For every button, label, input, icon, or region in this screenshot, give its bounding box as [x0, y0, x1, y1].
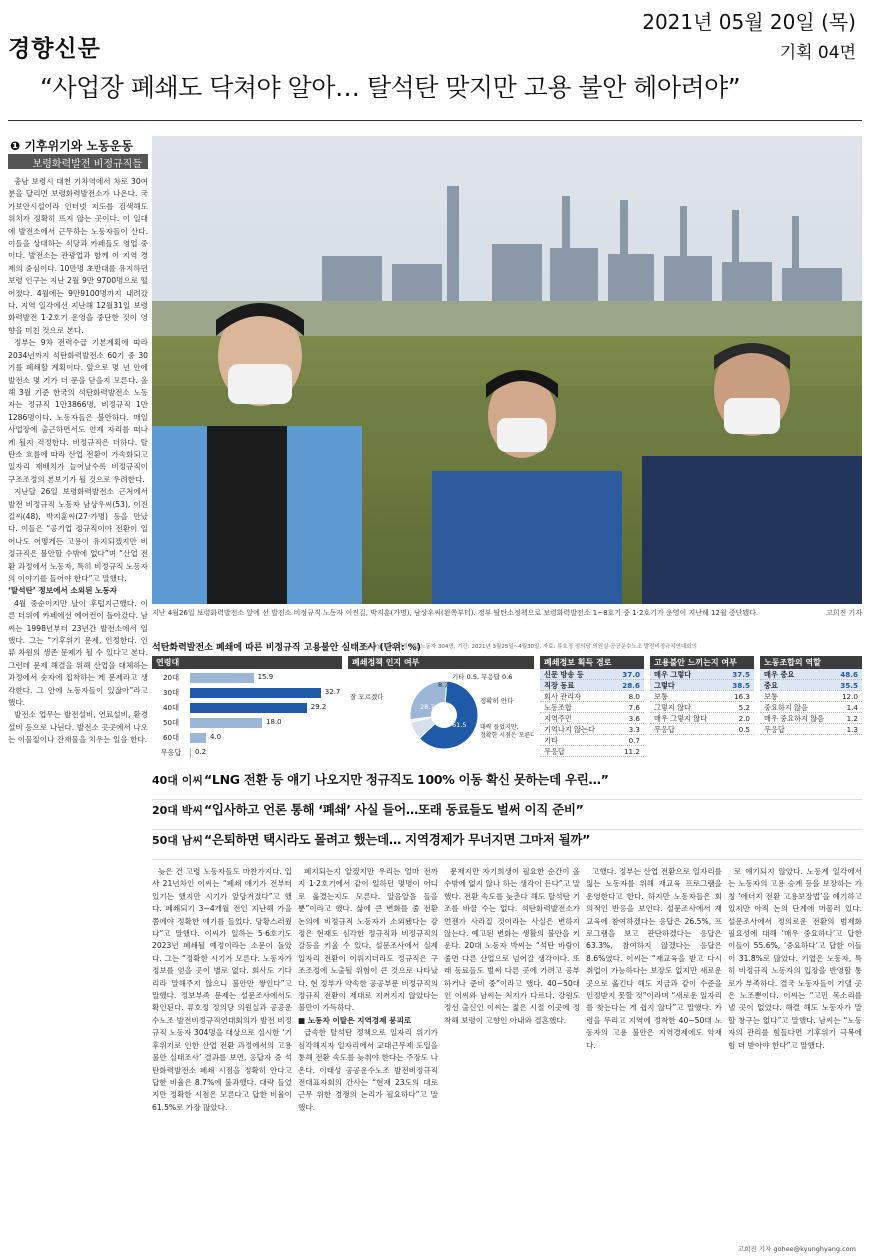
bar-row — [152, 672, 342, 684]
row-value: 1.3 — [846, 725, 858, 734]
row-label: 매우 그렇다 — [654, 670, 692, 679]
left-column — [8, 176, 148, 1256]
table-row — [760, 691, 862, 702]
paragraph: 충남 보령시 대천 기차역에서 차로 30여분을 달리면 보령화력발전소가 나온다. 국가보안시설이라 인터넷 지도를 검색해도 위치가 정확히 뜨지 않는 곳이다. 이 일대에 발전소에서 근무하는 노동자들이 산다. 이들을 상대하는 식당과 카페들도 영업 중이다. 발전소는 관광업과 함께 이 지역 경제의 중심이다. 10만명 초반대를 유지하던 보령 인구는 지난 2월 9만 9700명으로 떨어졌다. 4월에는 9만9100명까지 내려갔다. 지역 일각에선 지난해 12월31일 보령화력발전 1·2호기 운영을 중단한 것이 영향을 미친 것으로 본다. — [8, 177, 148, 335]
bar — [190, 748, 191, 758]
table-row — [760, 702, 862, 713]
bar-category-label: 30대 — [162, 688, 180, 697]
bar-row — [152, 687, 342, 699]
bar-value-label: 29.2 — [310, 703, 327, 711]
paragraph: 폐지되는지 알겠지만 우리는 얼마 전까지 1·2호기에서 같이 일하던 몇명이 어디로 옮겼는지도 모른다. 알음알음 들을 뿐”이라고 했다. 삶에 큰 변화를 줄 전환 논의에 비정규직 노동자가 소외됐다는 감정은 현재도 심각한 정규직과 비정규직의 갈등을 키울 수 있다. 설문조사에서 실제 일자리 전환이 이뤄지더라도 정규직은 구조조정에 노출될 위험이 큰 것으로 나타났다. 현 정부가 약속한 공공부문 비정규직의 정규직 전환이 제대로 지켜지지 않았다는 불만이 가득하다. — [298, 867, 438, 1013]
pie-label: 대략 들었지만, 정확한 시점은 모른다 — [480, 724, 534, 739]
row-label: 기억나지 않는다 — [544, 725, 595, 734]
header-rule — [8, 120, 862, 121]
row-value: 11.2 — [623, 747, 640, 756]
table-row — [760, 680, 862, 691]
row-label: 매우 중요하지 않음 — [764, 714, 825, 723]
bar-row — [152, 747, 342, 759]
info-source-panel — [540, 656, 644, 756]
body-column-5 — [586, 866, 722, 1242]
row-label: 지역주민 — [544, 714, 572, 723]
row-label: 무응답 — [544, 747, 565, 756]
row-label: 그렇다 — [654, 681, 675, 690]
quote-text: “은퇴하면 택시라도 몰려고 했는데… 지역경제가 무너지면 그마저 될까” — [204, 832, 591, 847]
table-row — [760, 724, 862, 735]
row-label: 보통 — [654, 692, 668, 701]
paragraph: 로 얘기되지 않았다. 노동계 일각에서는 노동자의 고용 승계 등을 보장하는 가칭 ‘에너지 전환 고용보장법’을 얘기하고 있지만 아직 논의 단계에 머물러 있다. 설문조사에서 정의로운 전환의 범제화 필요성에 대해 ‘매우 중요하다’고 답한 이들이 55.6%, ‘중요하다’고 답한 이들이 31.8%로 많았다. 기업은 노동자, 특히 비정규직 노동자의 입장을 반영할 통로가 부족하다. 결국 노동자들이 기댈 곳은 노조뿐이다. 이씨는 “고민 목소리를 낼 곳이 없었다. 해결 해도 노동자가 말할 창구는 없다”고 말했다. 남씨는 “노동자의 관리를 힘들다면 기후위기 극복에 힘 더 받아야 한다”고 말했다. — [728, 867, 862, 1050]
row-value: 12.0 — [841, 692, 858, 701]
awareness-pie-chart — [348, 669, 534, 755]
photo-credit: 고희진 기자 — [825, 609, 862, 617]
masthead: 경향신문 — [8, 35, 101, 62]
row-label: 중요 — [764, 681, 778, 690]
pie-label: 61.5 — [452, 721, 467, 729]
row-label: 무응답 — [764, 725, 785, 734]
bar-category-label: 무응답 — [160, 748, 182, 757]
table-row — [650, 691, 754, 702]
bar-value-label: 15.9 — [257, 673, 274, 681]
pie-label: 기타 0.5, 무응답 0.6 — [452, 673, 513, 681]
info-source-table — [540, 669, 644, 757]
bar-category-label: 50대 — [162, 718, 180, 727]
pull-quote — [152, 770, 862, 800]
row-label: 중요하지 않음 — [764, 703, 808, 712]
panel-title: 폐쇄정책 인지 여부 — [348, 656, 534, 669]
table-row — [650, 724, 754, 735]
row-label: 보통 — [764, 692, 778, 701]
row-label: 회사 관리자 — [544, 692, 582, 701]
paragraph: 급속한 탈석탄 정책으로 일자리 위기가 심각해지자 일자리에서 교대근무제 도입을 통해 전환 속도를 늦춰야 한다는 주장도 나온다. 이태성 공공운수노조 발전비정규직전대표자회의 간사는 “현재 23도의 대로 근무 위한 경쟁의 논리가 필요하다”고 말했다. — [298, 1028, 438, 1112]
table-row — [540, 746, 644, 757]
bar-value-label: 18.0 — [266, 718, 282, 726]
row-label: 신문 방송 등 — [544, 670, 584, 679]
row-value: 3.3 — [628, 725, 640, 734]
bar — [190, 703, 307, 713]
power-plant-photo — [152, 136, 862, 604]
row-value: 3.6 — [628, 714, 640, 723]
bar-value-label: 32.7 — [324, 688, 341, 696]
row-label: 그렇지 않다 — [654, 703, 692, 712]
pull-quote — [152, 800, 862, 830]
row-label: 기타 — [544, 736, 558, 745]
row-value: 38.5 — [732, 681, 750, 690]
body-column-7 — [728, 866, 862, 1242]
byline-credit: 고희진 기자 gohee@kyunghyang.com — [737, 1245, 856, 1253]
row-label: 직장 동료 — [544, 681, 575, 690]
panel-title: 고용불안 느끼는지 여부 — [650, 656, 754, 669]
row-label: 매우 그렇지 않다 — [654, 714, 708, 723]
subhead-banner: 보령화력발전 비정규직들 — [8, 154, 148, 169]
row-value: 2.0 — [738, 714, 750, 723]
row-value: 16.3 — [733, 692, 750, 701]
pie-label: 8.7 — [438, 681, 449, 689]
quote-speaker: 40대 이씨 — [152, 774, 204, 787]
paragraph: 발전소 업무는 발전설비, 연료설비, 환경설비 등으로 나뉜다. 발전소 곳곳에서 나오는 이물질이나 잔재물을 치우는 일을 한다. — [8, 710, 148, 745]
column-subheading: ‘탈석탄’ 정보에서 소외된 노동자 — [8, 586, 118, 596]
row-value: 7.6 — [628, 703, 640, 712]
age-bar-chart — [152, 672, 342, 759]
union-role-panel — [760, 656, 862, 756]
row-value: 0.5 — [738, 725, 750, 734]
row-value: 35.5 — [840, 681, 858, 690]
table-row — [760, 669, 862, 680]
paragraph: 고했다. 정부는 산업 전환으로 일자리를 잃는 노동자를 위해 재교육 프로그램을 운영한다고 한다. 하지만 노동자들은 회의적인 반응을 보인다. 설문조사에서 재교육에 참여하겠다는 응답은 26.5%, 프로그램을 보고 판단하겠다는 응답은 63.3%, 참여하지 않겠다는 응답은 8.6%였다. 이씨는 “재교육을 받고 다시 취업이 가능하다는 보장도 없지만 새로운 곳으로 옮긴다 해도 지금과 같이 수준을 인정받지 못할 것”이라며 “새로운 일자리를 찾는다는 게 쉽지 않다”고 말했다. 가령을 무리고 지역에 정착한 40~50대 노동자의 고용 불안은 지역경제에도 악재다. — [586, 867, 722, 1050]
awareness-chart-panel — [348, 656, 534, 756]
caption-text: 지난 4월26일 보령화력발전소 앞에 선 발전소 비정규직 노동자 이진길, 박지훈(가명), 남상우씨(왼쪽부터). 정부 탈탄소정책으로 보령화력발전소 1~8호기 중 1·2호기가 운영이 지난해 12월 중단됐다. — [152, 609, 759, 617]
bar-row — [152, 717, 342, 729]
row-value: 48.6 — [840, 670, 858, 679]
table-row — [540, 669, 644, 680]
chart-title: 석탄화력발전소 폐쇄에 따른 비정규직 고용불안 실태조사 (단위: %) — [152, 643, 421, 653]
row-value: 37.5 — [732, 670, 750, 679]
table-row — [540, 735, 644, 746]
paragraph: 지난달 26일 보령화력발전소 근처에서 발전 비정규직 노동자 남상우씨(53), 이진길씨(48), 박지훈씨(27·가명) 등을 만났다. 이들은 “공기업 정규직이야 전환이 일어나도 어떻게든 고용이 유지되겠지만 비정규직은 불안할 수밖에 없다”며 “산업 전환 과정에서 노동자, 특히 비정규직 노동자의 이야기를 들어야 한다”고 말했다. — [8, 487, 148, 583]
table-row — [760, 713, 862, 724]
panel-title: 연령대 — [152, 656, 342, 669]
table-row — [540, 702, 644, 713]
table-row — [650, 680, 754, 691]
bar-value-label: 4.0 — [210, 733, 222, 741]
row-value: 8.0 — [628, 692, 640, 701]
age-chart-panel — [152, 656, 342, 756]
bar-category-label: 40대 — [162, 703, 180, 712]
section-label: 기획 04면 — [779, 43, 856, 63]
main-photo — [152, 136, 862, 604]
issue-date: 2021년 05월 20일 (목) — [642, 10, 856, 34]
pie-label: 정확히 안다 — [480, 697, 514, 705]
row-label: 매우 중요 — [764, 670, 795, 679]
panel-title: 폐쇄정보 획득 경로 — [540, 656, 644, 669]
paragraph: 정부는 9차 전력수급 기본계획에 따라 2034년까지 석탄화력발전소 60기 중 30기를 폐쇄할 계획이다. 앞으로 몇 년 안에 발전소 몇 기가 더 문을 닫을지 모른다. 올해 3월 기준 한국의 석탄화력발전소 노동자는 정규직 1만3866명, 비정규직 1만1286명이다. 노동자들은 불안하다. 매일 사업장에 출근하면서도 언제 자리를 떠나게 될지 걱정한다. 비정규직은 더하다. 탈탄소 흐름에 따라 산업 전환이 가속화되고 일자리 재배치가 늘어날수록 비정규직이 구조조정의 본보기가 될 것으로 우려한다. — [8, 338, 148, 484]
row-value: 1.2 — [846, 714, 858, 723]
row-value: 37.0 — [622, 670, 640, 679]
bar-row — [152, 732, 342, 744]
paragraph: 문제지만 자기희생이 필요한 순간이 올 수밖에 없지 않나 하는 생각이 든다”고 말했다. 전환 속도를 늦춘다 해도 탈석탄 기조를 바꿀 수는 없다. 석탄화력발전소가 언젠가 사라질 것이라는 사실은 변하지 않는다. 예고된 변화는 생활의 불안을 키운다. 20대 노동자 박씨는 “석탄 바람이 줄면 다른 산업으로 넘어갈 생각이다. 또래 동료들도 벌써 다른 곳에 가려고 공부하거나 준비 중”이라고 했다. 40~50대인 이씨와 남씨는 처지가 다르다. 강원도 정선 출신인 이씨는 젊은 시절 이곳에 정착해 보령이 고향인 아내와 결혼했다. — [444, 867, 580, 1025]
table-row — [540, 691, 644, 702]
chart-source-note: 설문대상: 발전 비정규직 노동자 304명, 기간: 2021년 3월25일~4월30일, 자료: 류호정 정의당 의원실·공공운수노조 발전비정규직연대회의 — [360, 644, 697, 650]
quote-text: “입사하고 언론 통해 ‘폐쇄’ 사실 들어…또래 동료들도 벌써 이직 준비” — [204, 802, 584, 817]
job-anxiety-table — [650, 669, 754, 735]
paragraph: 4월 중순이지만 날이 후텁지근했다. 이른 더위에 카페에선 에어컨이 돌아갔다. 남씨는 1998년부터 23년간 발전소에서 일했다. 그는 “기후위기 문제, 인정한다. 인류 차원의 생존 문제가 될 수 있다고 본다. 그런데 문제 해결을 위해 산업을 대체하는 과정에서 숫자에 집착하는 게 문제라고 생각한다. 그 안에 노동자들이 있잖아”라고 했다. — [8, 598, 148, 708]
table-row — [540, 680, 644, 691]
row-value: 28.6 — [622, 681, 640, 690]
table-row — [650, 702, 754, 713]
bar — [190, 733, 206, 743]
pull-quote — [152, 830, 862, 860]
body-column-2 — [152, 866, 292, 1242]
paragraph: 늦은 건 고령 노동자들도 마찬가지다. 입사 21년차인 이씨는 “폐쇄 얘기가 전부터 있기는 했지만 시기가 앞당겨졌다”고 했다. 폐쇄되기 3~4개월 전인 지난해 가을쯤에야 정확한 얘기를 들었다. 당황스러웠다”고 말했다. 이씨가 일하는 5·6호기도 2023년 폐쇄될 예정이라는 소문이 돌았다. 그는 “정확한 시기가 모른다. 노동자가 정보를 얻을 곳이 별로 없다. 회사도 기다리라 말해주지 않으니 불안만 쌓인다”고 말했다. 정보부족 문제는 설문조사에서도 확인된다. 류호정 정의당 의원실과 공공운수노조 발전비정규직연대회의가 발전 비정규직 노동자 304명을 대상으로 실시한 ‘기후위기로 인한 산업 전환 과정에서의 고용불안 실태조사’ 결과를 보면, 응답자 중 석탄화력발전소 폐쇄 시점을 정확히 안다고 답한 비율은 8.7%에 불과했다. 대략 들었지만 정확한 시점은 모른다고 답한 비율이 61.5%로 가장 많았다. — [152, 867, 292, 1112]
body-column-4 — [444, 866, 580, 1242]
quote-speaker: 20대 박씨 — [152, 804, 204, 817]
headline: “사업장 폐쇄도 닥쳐야 알아… 탈석탄 맞지만 고용 불안 헤아려야” — [40, 73, 741, 102]
photo-caption — [152, 608, 862, 618]
bar-value-label: 0.2 — [195, 748, 207, 756]
panel-title: 노동조합의 역할 — [760, 656, 862, 669]
quote-speaker: 50대 남씨 — [152, 834, 204, 847]
table-row — [540, 713, 644, 724]
column-subheading: ■ 노동자 이탈은 지역경제 붕괴로 — [298, 1015, 412, 1025]
table-row — [650, 669, 754, 680]
bar — [190, 718, 262, 728]
bar-category-label: 60대 — [162, 733, 180, 742]
bar-category-label: 20대 — [162, 673, 180, 682]
bar — [190, 688, 321, 698]
job-anxiety-panel — [650, 656, 754, 756]
row-value: 5.2 — [738, 703, 750, 712]
pie-label: 잘 모르겠다 — [350, 693, 384, 701]
row-value: 1.4 — [846, 703, 858, 712]
quote-text: “LNG 전환 등 얘기 나오지만 정규직도 100% 이동 확신 못하는데 우린…” — [204, 772, 609, 787]
bar — [190, 673, 254, 683]
union-role-table — [760, 669, 862, 735]
row-label: 무응답 — [654, 725, 675, 734]
table-row — [540, 724, 644, 735]
table-row — [650, 713, 754, 724]
pull-quotes — [152, 770, 862, 860]
series-label: ❶ 기후위기와 노동운동 — [10, 139, 133, 153]
row-value: 0.7 — [628, 736, 640, 745]
body-column-3 — [298, 866, 438, 1242]
row-label: 노동조합 — [544, 703, 572, 712]
bar-row — [152, 702, 342, 714]
pie-label: 28.7 — [420, 703, 435, 711]
